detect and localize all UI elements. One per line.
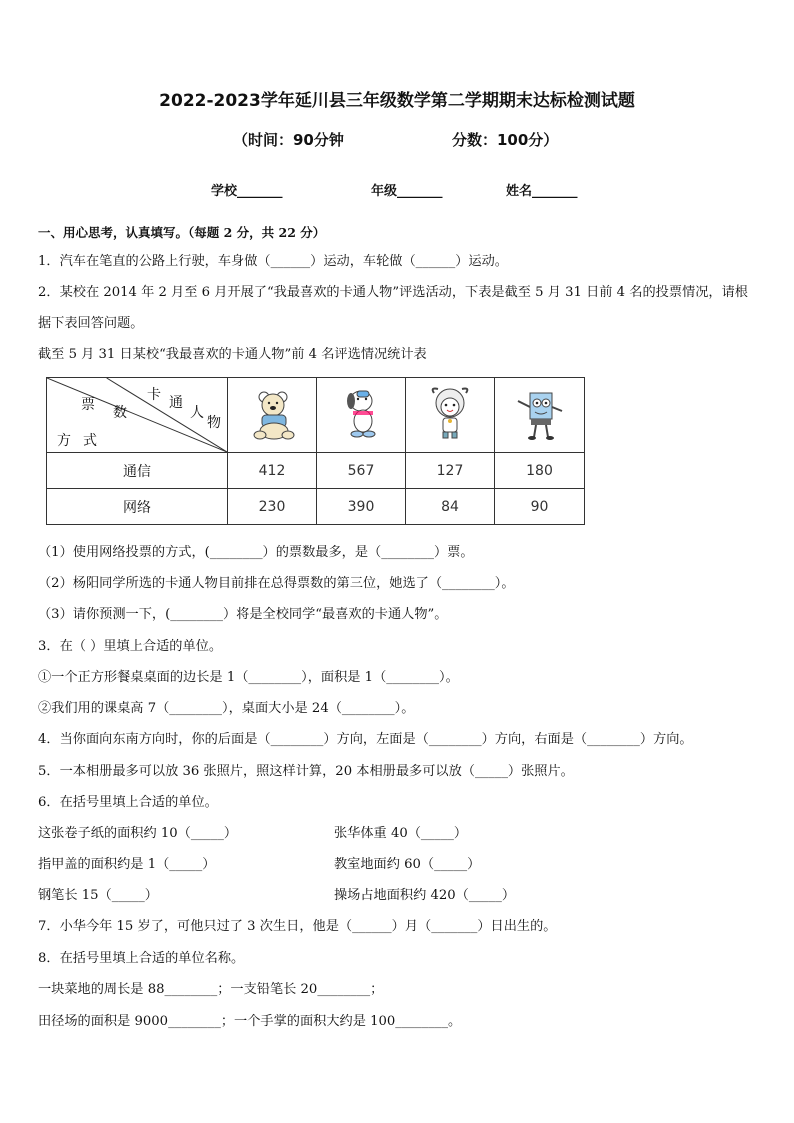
question-6-e: 钢笔长 15（_____） bbox=[38, 888, 158, 903]
row2-value-4: 90 bbox=[495, 489, 585, 525]
question-2-sub1: （1）使用网络投票的方式，(________）的票数最多，是（________）票。 bbox=[38, 545, 474, 560]
row1-value-1: 412 bbox=[228, 453, 317, 489]
row2-value-2: 390 bbox=[317, 489, 406, 525]
question-6-b: 张华体重 40（_____） bbox=[334, 826, 468, 841]
question-2-sub2: （2）杨阳同学所选的卡通人物目前排在总得票数的第三位，她选了（________）。 bbox=[38, 576, 515, 591]
cartoon-2-cell bbox=[317, 378, 406, 453]
sponge-character-icon bbox=[510, 383, 570, 443]
question-8-line2: 一块菜地的周长是 88________；一支铅笔长 20________； bbox=[38, 982, 384, 997]
question-2-line2: 据下表回答问题。 bbox=[38, 316, 144, 331]
question-6-a: 这张卷子纸的面积约 10（_____） bbox=[38, 826, 238, 841]
corner-label-shi: 式 bbox=[83, 433, 97, 449]
page-title: 2022-2023学年延川县三年级数学第二学期期末达标检测试题 bbox=[159, 91, 635, 111]
section-heading: 一、用心思考，认真填写。（每题 2 分，共 22 分） bbox=[38, 225, 326, 240]
table-caption: 截至 5 月 31 日某校“我最喜欢的卡通人物”前 4 名评选情况统计表 bbox=[38, 347, 427, 362]
question-3-line3: ②我们用的课桌高 7（________），桌面大小是 24（________）。 bbox=[38, 701, 415, 716]
name-field: 姓名_______ bbox=[506, 184, 578, 199]
question-6-c: 指甲盖的面积约是 1（_____） bbox=[38, 857, 216, 872]
total-score: 分数：100分） bbox=[452, 131, 559, 149]
sheep-character-icon bbox=[420, 383, 480, 443]
row-label-tongxin: 通信 bbox=[47, 453, 228, 489]
time-limit: （时间：90分钟 bbox=[233, 131, 344, 149]
row-label-wangluo: 网络 bbox=[47, 489, 228, 525]
question-7: 7．小华今年 15 岁了，可他只过了 3 次生日，他是（______）月（_______）日出生的。 bbox=[38, 919, 557, 934]
grade-field: 年级_______ bbox=[371, 184, 443, 199]
question-8-line3: 田径场的面积是 9000________；一个手掌的面积大约是 100________。 bbox=[38, 1014, 462, 1029]
table-corner-header bbox=[47, 378, 228, 453]
vote-table bbox=[46, 377, 585, 525]
question-5: 5．一本相册最多可以放 36 张照片，照这样计算，20 本相册最多可以放（_____）张照片。 bbox=[38, 764, 574, 779]
question-6-f: 操场占地面积约 420（_____） bbox=[334, 888, 516, 903]
question-2-sub3: （3）请你预测一下，(________）将是全校同学“最喜欢的卡通人物”。 bbox=[38, 607, 448, 622]
question-3-line2: ①一个正方形餐桌桌面的边长是 1（________），面积是 1（________）。 bbox=[38, 670, 459, 685]
row1-value-3: 127 bbox=[406, 453, 495, 489]
corner-label-tong: 通 bbox=[169, 395, 183, 411]
row2-value-1: 230 bbox=[228, 489, 317, 525]
corner-label-ka: 卡 bbox=[147, 387, 161, 403]
question-8-line1: 8．在括号里填上合适的单位名称。 bbox=[38, 951, 245, 966]
corner-label-wu: 物 bbox=[207, 415, 221, 431]
question-1: 1．汽车在笔直的公路上行驶，车身做（______）运动，车轮做（______）运动。 bbox=[38, 254, 508, 269]
row1-value-2: 567 bbox=[317, 453, 406, 489]
cartoon-3-cell bbox=[406, 378, 495, 453]
cartoon-1-cell bbox=[228, 378, 317, 453]
question-6-d: 教室地面约 60（_____） bbox=[334, 857, 481, 872]
bear-character-icon bbox=[242, 383, 302, 443]
row1-value-4: 180 bbox=[495, 453, 585, 489]
dog-character-icon bbox=[331, 383, 391, 443]
school-field: 学校_______ bbox=[211, 184, 283, 199]
corner-label-shu: 数 bbox=[113, 405, 127, 421]
corner-label-ren: 人 bbox=[190, 405, 204, 421]
question-6-line1: 6．在括号里填上合适的单位。 bbox=[38, 795, 218, 810]
question-4: 4．当你面向东南方向时，你的后面是（________）方向，左面是（________）方向，右面是（________）方向。 bbox=[38, 732, 693, 747]
cartoon-4-cell bbox=[495, 378, 585, 453]
corner-label-piao: 票 bbox=[81, 397, 95, 413]
question-3-line1: 3．在（ ）里填上合适的单位。 bbox=[38, 639, 223, 654]
question-2-line1: 2．某校在 2014 年 2 月至 6 月开展了“我最喜欢的卡通人物”评选活动，下表是截至 5 月 31 日前 4 名的投票情况，请根 bbox=[38, 285, 748, 300]
row2-value-3: 84 bbox=[406, 489, 495, 525]
corner-label-fang: 方 bbox=[57, 433, 71, 449]
